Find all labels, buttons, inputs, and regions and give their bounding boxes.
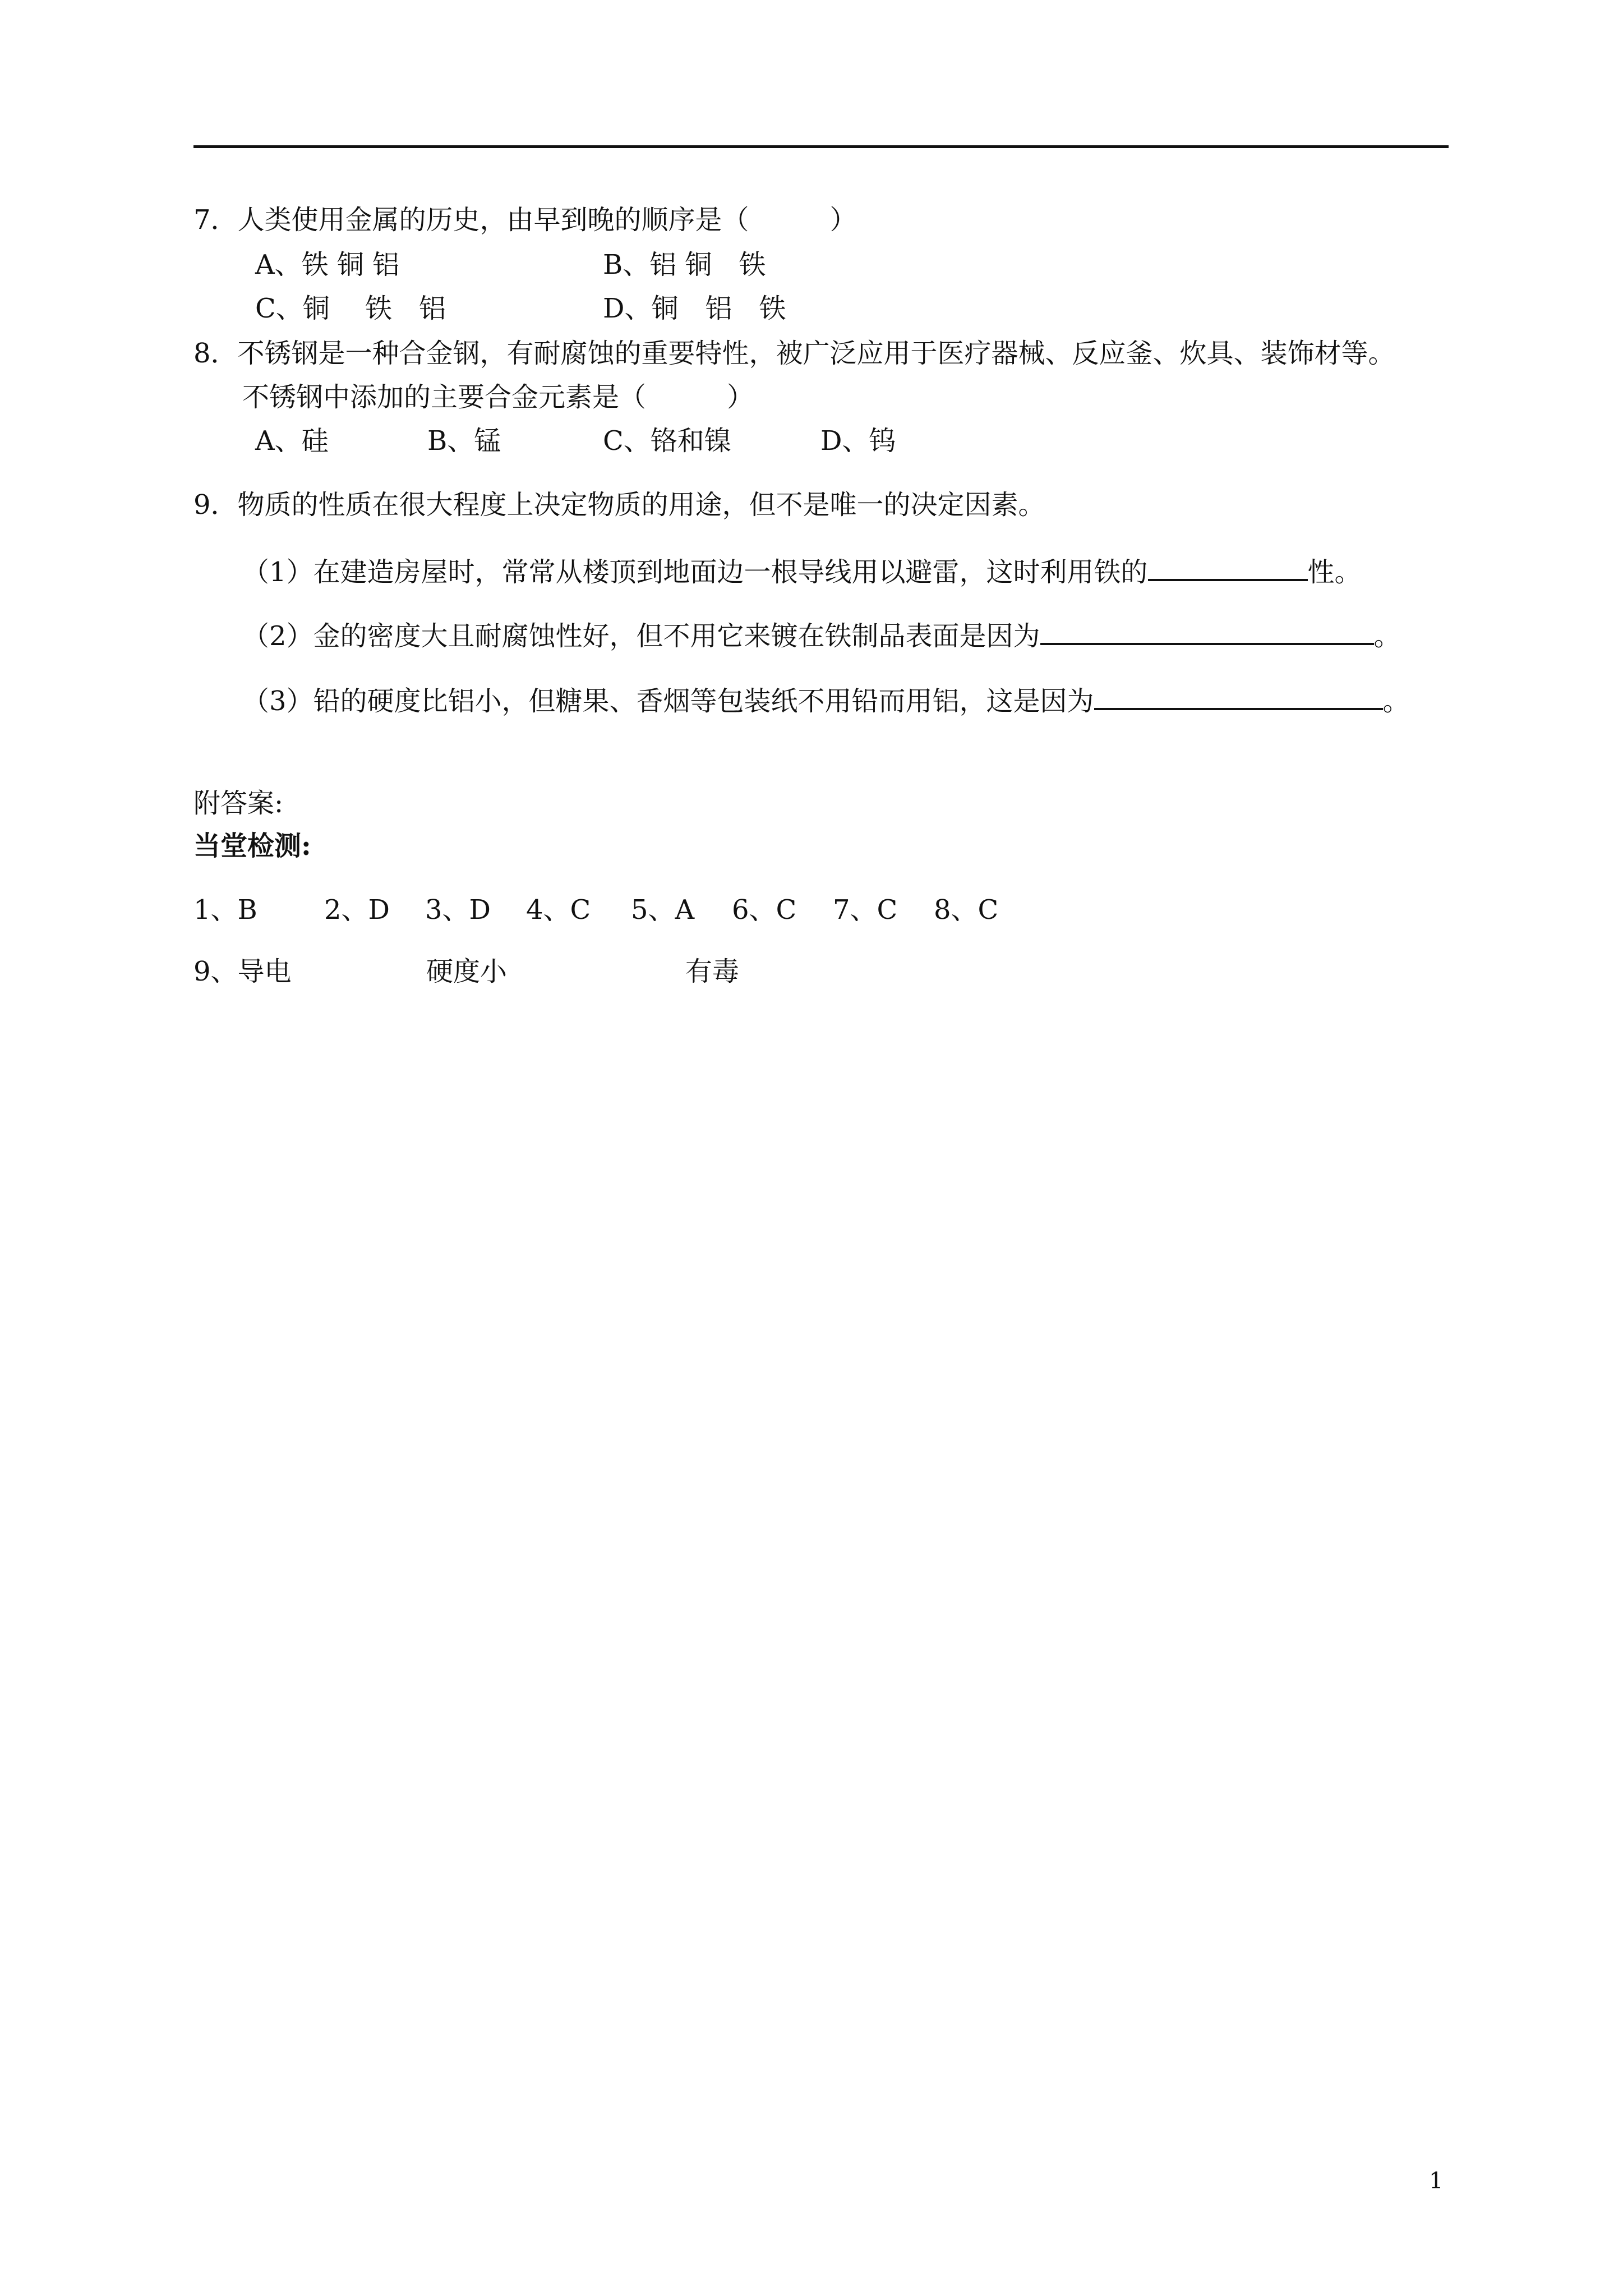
- q9-sub2-text: （2）金的密度大且耐腐蚀性好，但不用它来镀在铁制品表面是因为: [242, 620, 1040, 652]
- q9-sub2: [242, 615, 1401, 653]
- answer-3: 3、D: [425, 894, 491, 926]
- q9-sub1-suffix: 性。: [1307, 556, 1362, 588]
- q8-option-d: D、钨: [820, 425, 896, 457]
- answer-8: 8、C: [934, 894, 999, 926]
- q7-option-c: C、铜 铁 铝: [255, 293, 446, 324]
- answer-9-part2: 硬度小: [426, 956, 508, 987]
- header-rule: [193, 145, 1449, 148]
- q7-option-d: D、铜 铝 铁: [603, 293, 786, 324]
- answer-2: 2、D: [324, 894, 390, 926]
- answer-6: 6、C: [732, 894, 797, 926]
- answer-1: 1、B: [193, 894, 257, 926]
- q9-sub3-text: （3）铅的硬度比铝小，但糖果、香烟等包装纸不用铅而用铝，这是因为: [242, 685, 1094, 717]
- answer-4: 4、C: [526, 894, 591, 926]
- q8-stem-line2: 不锈钢中添加的主要合金元素是（ ）: [242, 381, 754, 413]
- q7-option-b: B、铝 铜 铁: [603, 249, 766, 280]
- q9-sub1-text: （1）在建造房屋时，常常从楼顶到地面边一根导线用以避雷，这时利用铁的: [242, 556, 1148, 588]
- answers-section-title: 当堂检测:: [193, 830, 311, 862]
- answer-9-part1: 9、导电: [193, 956, 292, 987]
- answer-9-part3: 有毒: [685, 956, 740, 987]
- q7-option-a: A、铁 铜 铝: [255, 249, 400, 280]
- answers-heading: 附答案:: [193, 788, 284, 819]
- q9-sub1-blank[interactable]: [1148, 551, 1308, 581]
- q9-sub3-suffix: 。: [1382, 685, 1410, 717]
- q8-option-c: C、铬和镍: [603, 425, 731, 457]
- q9-stem: 9．物质的性质在很大程度上决定物质的用途，但不是唯一的决定因素。: [193, 489, 1045, 521]
- q8-option-b: B、锰: [427, 425, 501, 457]
- q9-sub3-blank[interactable]: [1094, 680, 1383, 710]
- q9-sub2-suffix: 。: [1373, 620, 1401, 652]
- q9-sub1: [242, 551, 1362, 589]
- q9-sub2-blank[interactable]: [1040, 615, 1374, 645]
- answer-7: 7、C: [833, 894, 898, 926]
- page-number: 1: [1429, 2168, 1444, 2194]
- q8-option-a: A、硅: [255, 425, 329, 457]
- q8-stem-line1: 8．不锈钢是一种合金钢，有耐腐蚀的重要特性，被广泛应用于医疗器械、反应釜、炊具、装饰材等。: [193, 338, 1395, 369]
- q7-stem: 7．人类使用金属的历史，由早到晚的顺序是（ ）: [193, 204, 857, 236]
- q9-sub3: [242, 680, 1410, 718]
- answer-5: 5、A: [631, 894, 695, 926]
